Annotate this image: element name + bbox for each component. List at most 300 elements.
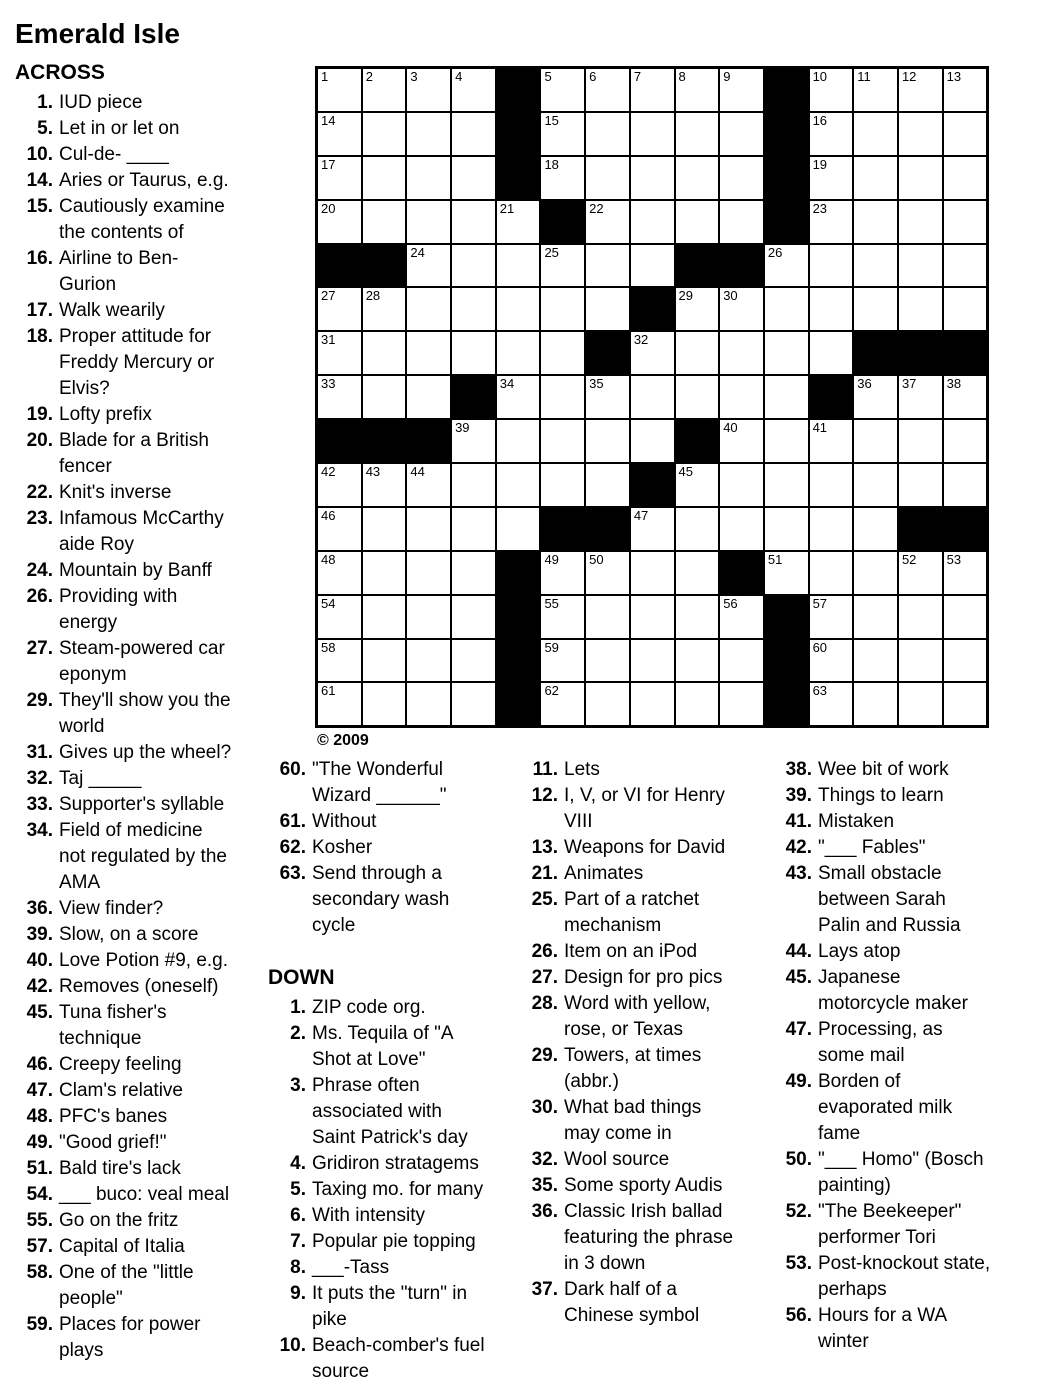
grid-cell[interactable]: [452, 640, 495, 682]
grid-cell[interactable]: [407, 376, 450, 418]
grid-cell[interactable]: [854, 376, 897, 418]
grid-cell[interactable]: [631, 157, 674, 199]
clue-number: 55.: [26, 1210, 53, 1231]
grid-cell[interactable]: [631, 640, 674, 682]
clue-number: 1.: [37, 92, 53, 113]
grid-cell[interactable]: [586, 113, 629, 155]
grid-cell[interactable]: [541, 69, 584, 111]
black-cell: [541, 508, 584, 550]
cell-number: 52: [901, 551, 917, 567]
clue-text: Lays atop: [818, 941, 901, 962]
grid-cell[interactable]: [720, 201, 763, 243]
grid-cell[interactable]: [720, 376, 763, 418]
grid-cell[interactable]: [899, 552, 942, 594]
clue-item: [15, 922, 247, 948]
grid-cell[interactable]: [363, 552, 406, 594]
grid-cell[interactable]: [407, 157, 450, 199]
grid-cell[interactable]: [452, 157, 495, 199]
grid-cell[interactable]: [944, 245, 987, 287]
grid-cell[interactable]: [497, 288, 540, 330]
grid-cell[interactable]: [676, 464, 719, 506]
grid-cell[interactable]: [631, 69, 674, 111]
grid-cell[interactable]: [899, 113, 942, 155]
grid-cell[interactable]: [944, 464, 987, 506]
black-cell: [854, 332, 897, 374]
grid-cell[interactable]: [676, 201, 719, 243]
clue-item: [268, 1333, 500, 1385]
grid-cell[interactable]: [407, 113, 450, 155]
clue-item: [15, 480, 247, 506]
clue-number: 21.: [531, 863, 558, 884]
grid-cell[interactable]: [810, 683, 853, 725]
grid-cell[interactable]: [452, 508, 495, 550]
grid-cell[interactable]: [541, 113, 584, 155]
grid-cell[interactable]: [854, 201, 897, 243]
grid-cell[interactable]: [541, 683, 584, 725]
grid-cell[interactable]: [631, 508, 674, 550]
grid-cell[interactable]: [765, 420, 808, 462]
clue-text: Design for pro pics: [564, 967, 723, 988]
grid-cell[interactable]: [452, 69, 495, 111]
grid-cell[interactable]: [765, 245, 808, 287]
grid-cell[interactable]: [497, 376, 540, 418]
grid-cell[interactable]: [586, 157, 629, 199]
grid-cell[interactable]: [899, 683, 942, 725]
grid-cell[interactable]: [854, 157, 897, 199]
grid-cell[interactable]: [810, 113, 853, 155]
grid-cell[interactable]: [541, 640, 584, 682]
grid-cell[interactable]: [810, 464, 853, 506]
cell-number: 47: [633, 507, 649, 523]
down-clue-list-continued: [520, 757, 752, 1329]
black-cell: [363, 420, 406, 462]
grid-cell[interactable]: [318, 288, 361, 330]
clue-number: 53.: [785, 1253, 812, 1274]
grid-cell[interactable]: [944, 552, 987, 594]
grid-cell[interactable]: [765, 508, 808, 550]
grid-cell[interactable]: [810, 288, 853, 330]
grid-cell[interactable]: [899, 157, 942, 199]
grid-cell[interactable]: [676, 69, 719, 111]
grid-cell[interactable]: [586, 69, 629, 111]
across-clue-list-continued: [268, 757, 500, 939]
cell-number: 33: [321, 376, 336, 392]
grid-cell[interactable]: [541, 596, 584, 638]
clue-number: 42.: [785, 837, 812, 858]
cell-number: 3: [410, 69, 418, 84]
clue-number: 61.: [279, 811, 306, 832]
grid-cell[interactable]: [497, 464, 540, 506]
grid-cell[interactable]: [720, 596, 763, 638]
grid-cell[interactable]: [452, 420, 495, 462]
grid-cell[interactable]: [407, 201, 450, 243]
grid-cell[interactable]: [720, 420, 763, 462]
clue-text: Mistaken: [818, 811, 895, 832]
grid-cell[interactable]: [944, 69, 987, 111]
grid-cell[interactable]: [407, 640, 450, 682]
grid-cell[interactable]: [541, 157, 584, 199]
cell-number: 34: [499, 376, 515, 392]
cell-number: 35: [589, 376, 604, 392]
grid-cell[interactable]: [318, 640, 361, 682]
clue-text: Lets: [564, 759, 600, 780]
grid-cell[interactable]: [541, 376, 584, 418]
grid-cell[interactable]: [407, 288, 450, 330]
grid-cell[interactable]: [631, 332, 674, 374]
grid-cell[interactable]: [899, 69, 942, 111]
grid-cell[interactable]: [720, 683, 763, 725]
grid-cell[interactable]: [676, 157, 719, 199]
cell-number: 8: [678, 69, 686, 84]
grid-cell[interactable]: [318, 508, 361, 550]
clue-number: 45.: [785, 967, 812, 988]
grid-cell[interactable]: [720, 113, 763, 155]
cell-number: 38: [946, 376, 962, 392]
clue-text: Aries or Taurus, e.g.: [59, 170, 229, 191]
grid-cell[interactable]: [631, 552, 674, 594]
grid-cell[interactable]: [631, 596, 674, 638]
grid-cell[interactable]: [899, 596, 942, 638]
cell-number: 20: [321, 200, 336, 216]
grid-cell[interactable]: [720, 288, 763, 330]
grid-cell[interactable]: [318, 376, 361, 418]
clue-item: [774, 1017, 1006, 1069]
grid-cell[interactable]: [407, 69, 450, 111]
grid-cell[interactable]: [363, 683, 406, 725]
grid-cell[interactable]: [363, 288, 406, 330]
black-cell: [899, 332, 942, 374]
grid-cell[interactable]: [318, 201, 361, 243]
grid-cell[interactable]: [586, 420, 629, 462]
grid-cell[interactable]: [854, 552, 897, 594]
grid-cell[interactable]: [854, 245, 897, 287]
cell-number: 6: [589, 69, 597, 84]
grid-cell[interactable]: [497, 420, 540, 462]
grid-cell[interactable]: [586, 640, 629, 682]
clue-text: Borden of evaporated milk fame: [818, 1071, 953, 1144]
grid-cell[interactable]: [452, 201, 495, 243]
grid-cell[interactable]: [497, 245, 540, 287]
clue-item: [774, 757, 1006, 783]
clue-text: ZIP code org.: [312, 997, 426, 1018]
black-cell: [765, 201, 808, 243]
grid-cell[interactable]: [899, 420, 942, 462]
grid-cell[interactable]: [407, 596, 450, 638]
clue-text: Beach-comber's fuel source: [312, 1335, 485, 1382]
grid-cell[interactable]: [586, 288, 629, 330]
grid-cell[interactable]: [765, 552, 808, 594]
grid-cell[interactable]: [676, 508, 719, 550]
grid-cell[interactable]: [810, 245, 853, 287]
grid-cell[interactable]: [452, 596, 495, 638]
black-cell: [765, 69, 808, 111]
grid-cell[interactable]: [810, 552, 853, 594]
black-cell: [497, 552, 540, 594]
grid-cell[interactable]: [810, 201, 853, 243]
cell-number: 9: [723, 69, 731, 84]
grid-cell[interactable]: [452, 245, 495, 287]
grid-cell[interactable]: [318, 683, 361, 725]
clue-text: Providing with energy: [59, 586, 178, 633]
grid-cell[interactable]: [407, 245, 450, 287]
clue-text: Knit's inverse: [59, 482, 172, 503]
grid-cell[interactable]: [944, 157, 987, 199]
grid-cell[interactable]: [720, 508, 763, 550]
clue-text: Phrase often associated with Saint Patrick's day: [312, 1075, 468, 1148]
grid-cell[interactable]: [854, 464, 897, 506]
grid-cell[interactable]: [586, 245, 629, 287]
grid-cell[interactable]: [363, 332, 406, 374]
clue-number: 56.: [785, 1305, 812, 1326]
crossword-grid: [315, 66, 989, 728]
grid-cell[interactable]: [810, 69, 853, 111]
grid-cell[interactable]: [363, 508, 406, 550]
clue-text: Animates: [564, 863, 644, 884]
grid-cell[interactable]: [720, 640, 763, 682]
clue-number: 20.: [26, 430, 53, 451]
cell-number: 12: [901, 69, 917, 84]
grid-cell[interactable]: [676, 596, 719, 638]
clue-item: [774, 965, 1006, 1017]
clue-number: 45.: [26, 1002, 53, 1023]
clue-column-3: [520, 757, 752, 1329]
grid-cell[interactable]: [765, 376, 808, 418]
grid-cell[interactable]: [363, 640, 406, 682]
grid-cell[interactable]: [899, 464, 942, 506]
cell-number: 13: [946, 69, 962, 84]
grid-cell[interactable]: [899, 640, 942, 682]
clue-number: 31.: [26, 742, 53, 763]
grid-cell[interactable]: [944, 420, 987, 462]
grid-cell[interactable]: [899, 245, 942, 287]
grid-cell[interactable]: [586, 683, 629, 725]
clue-item: [15, 1234, 247, 1260]
grid-cell[interactable]: [452, 552, 495, 594]
black-cell: [676, 245, 719, 287]
grid-cell[interactable]: [541, 552, 584, 594]
grid-cell[interactable]: [854, 683, 897, 725]
black-cell: [765, 683, 808, 725]
grid-cell[interactable]: [363, 464, 406, 506]
grid-cell[interactable]: [854, 640, 897, 682]
grid-cell[interactable]: [810, 157, 853, 199]
clue-text: "The Beekeeper" performer Tori: [818, 1201, 962, 1248]
clue-item: [520, 887, 752, 939]
grid-cell[interactable]: [407, 508, 450, 550]
clue-item: [15, 324, 247, 402]
cell-number: 36: [857, 376, 872, 392]
grid-cell[interactable]: [944, 640, 987, 682]
clue-number: 22.: [26, 482, 53, 503]
grid-cell[interactable]: [631, 201, 674, 243]
grid-cell[interactable]: [497, 201, 540, 243]
clue-item: [520, 1277, 752, 1329]
grid-cell[interactable]: [452, 332, 495, 374]
grid-cell[interactable]: [899, 288, 942, 330]
grid-cell[interactable]: [541, 464, 584, 506]
grid-cell[interactable]: [765, 288, 808, 330]
grid-cell[interactable]: [407, 552, 450, 594]
clue-item: [520, 965, 752, 991]
grid-cell[interactable]: [452, 113, 495, 155]
grid-cell[interactable]: [810, 332, 853, 374]
grid-cell[interactable]: [854, 420, 897, 462]
clue-text: I, V, or VI for Henry VIII: [564, 785, 725, 832]
grid-cell[interactable]: [407, 464, 450, 506]
grid-cell[interactable]: [363, 69, 406, 111]
clue-item: [774, 1251, 1006, 1303]
clue-text: With intensity: [312, 1205, 425, 1226]
grid-cell[interactable]: [497, 332, 540, 374]
grid-cell[interactable]: [944, 596, 987, 638]
clue-text: Item on an iPod: [564, 941, 698, 962]
grid-cell[interactable]: [541, 420, 584, 462]
grid-cell[interactable]: [318, 464, 361, 506]
grid-cell[interactable]: [541, 332, 584, 374]
clue-item: [15, 584, 247, 636]
clue-item: [520, 1173, 752, 1199]
clue-text: Proper attitude for Freddy Mercury or Elvis?: [59, 326, 215, 399]
grid-cell[interactable]: [586, 596, 629, 638]
clue-text: Let in or let on: [59, 118, 180, 139]
grid-cell[interactable]: [452, 464, 495, 506]
clue-number: 12.: [531, 785, 558, 806]
cell-number: 25: [544, 244, 559, 260]
grid-cell[interactable]: [407, 683, 450, 725]
grid-cell[interactable]: [765, 464, 808, 506]
grid-cell[interactable]: [541, 288, 584, 330]
clue-text: "___ Homo" (Bosch painting): [818, 1149, 984, 1196]
clue-text: Part of a ratchet mechanism: [564, 889, 700, 936]
grid-cell[interactable]: [631, 376, 674, 418]
grid-cell[interactable]: [586, 464, 629, 506]
clue-number: 51.: [26, 1158, 53, 1179]
clue-number: 39.: [785, 785, 812, 806]
grid-cell[interactable]: [452, 683, 495, 725]
grid-cell[interactable]: [676, 683, 719, 725]
clue-text: Processing, as some mail: [818, 1019, 943, 1066]
grid-cell[interactable]: [720, 69, 763, 111]
clue-number: 58.: [26, 1262, 53, 1283]
grid-cell[interactable]: [854, 113, 897, 155]
grid-cell[interactable]: [810, 420, 853, 462]
clue-item: [15, 974, 247, 1000]
grid-cell[interactable]: [854, 596, 897, 638]
grid-cell[interactable]: [944, 683, 987, 725]
grid-cell[interactable]: [363, 376, 406, 418]
grid-cell[interactable]: [676, 288, 719, 330]
clue-item: [268, 1151, 500, 1177]
grid-cell[interactable]: [318, 113, 361, 155]
clue-item: [15, 740, 247, 766]
clue-number: 16.: [26, 248, 53, 269]
clue-number: 47.: [26, 1080, 53, 1101]
grid-cell[interactable]: [810, 596, 853, 638]
clue-number: 40.: [26, 950, 53, 971]
black-cell: [720, 552, 763, 594]
grid-cell[interactable]: [720, 332, 763, 374]
grid-cell[interactable]: [586, 552, 629, 594]
grid-cell[interactable]: [676, 113, 719, 155]
clue-item: [268, 1177, 500, 1203]
grid-cell[interactable]: [810, 508, 853, 550]
grid-cell[interactable]: [720, 464, 763, 506]
grid-cell[interactable]: [586, 376, 629, 418]
grid-cell[interactable]: [363, 113, 406, 155]
clue-text: Send through a secondary wash cycle: [312, 863, 450, 936]
grid-cell[interactable]: [497, 508, 540, 550]
grid-cell[interactable]: [631, 683, 674, 725]
cell-number: 14: [321, 112, 336, 128]
grid-cell[interactable]: [676, 376, 719, 418]
cell-number: 48: [321, 551, 336, 567]
clue-number: 52.: [785, 1201, 812, 1222]
grid-cell[interactable]: [363, 201, 406, 243]
grid-cell[interactable]: [631, 420, 674, 462]
cell-number: 2: [365, 69, 373, 84]
clue-text: Small obstacle between Sarah Palin and Russia: [818, 863, 961, 936]
grid-cell[interactable]: [676, 552, 719, 594]
clue-item: [520, 783, 752, 835]
cell-number: 27: [321, 288, 336, 304]
grid-cell[interactable]: [720, 157, 763, 199]
grid-cell[interactable]: [676, 332, 719, 374]
grid-cell[interactable]: [407, 332, 450, 374]
black-cell: [944, 332, 987, 374]
grid-cell[interactable]: [452, 288, 495, 330]
clue-text: ___ buco: veal meal: [59, 1184, 230, 1205]
grid-cell[interactable]: [944, 376, 987, 418]
grid-cell[interactable]: [854, 288, 897, 330]
clue-text: Love Potion #9, e.g.: [59, 950, 229, 971]
grid-cell[interactable]: [363, 596, 406, 638]
grid-cell[interactable]: [318, 552, 361, 594]
grid-cell[interactable]: [944, 201, 987, 243]
grid-cell[interactable]: [318, 69, 361, 111]
grid-cell[interactable]: [586, 201, 629, 243]
grid-cell[interactable]: [899, 376, 942, 418]
black-cell: [720, 245, 763, 287]
grid-cell[interactable]: [944, 288, 987, 330]
grid-cell[interactable]: [899, 201, 942, 243]
clue-text: Airline to Ben-Gurion: [59, 248, 179, 295]
black-cell: [497, 640, 540, 682]
grid-cell[interactable]: [854, 69, 897, 111]
grid-cell[interactable]: [676, 640, 719, 682]
grid-cell[interactable]: [318, 332, 361, 374]
grid-cell[interactable]: [541, 245, 584, 287]
black-cell: [676, 420, 719, 462]
grid-cell[interactable]: [944, 113, 987, 155]
cell-number: 51: [767, 551, 783, 567]
black-cell: [765, 640, 808, 682]
clue-number: 17.: [26, 300, 53, 321]
clue-item: [268, 757, 500, 809]
grid-cell[interactable]: [631, 245, 674, 287]
clue-number: 47.: [785, 1019, 812, 1040]
grid-cell[interactable]: [318, 157, 361, 199]
grid-cell[interactable]: [631, 113, 674, 155]
black-cell: [541, 201, 584, 243]
grid-cell[interactable]: [765, 332, 808, 374]
cell-number: 37: [901, 376, 917, 392]
grid-cell[interactable]: [854, 508, 897, 550]
grid-cell[interactable]: [810, 640, 853, 682]
cell-number: 30: [723, 288, 738, 304]
grid-cell[interactable]: [318, 596, 361, 638]
black-cell: [318, 420, 361, 462]
grid-cell[interactable]: [363, 157, 406, 199]
